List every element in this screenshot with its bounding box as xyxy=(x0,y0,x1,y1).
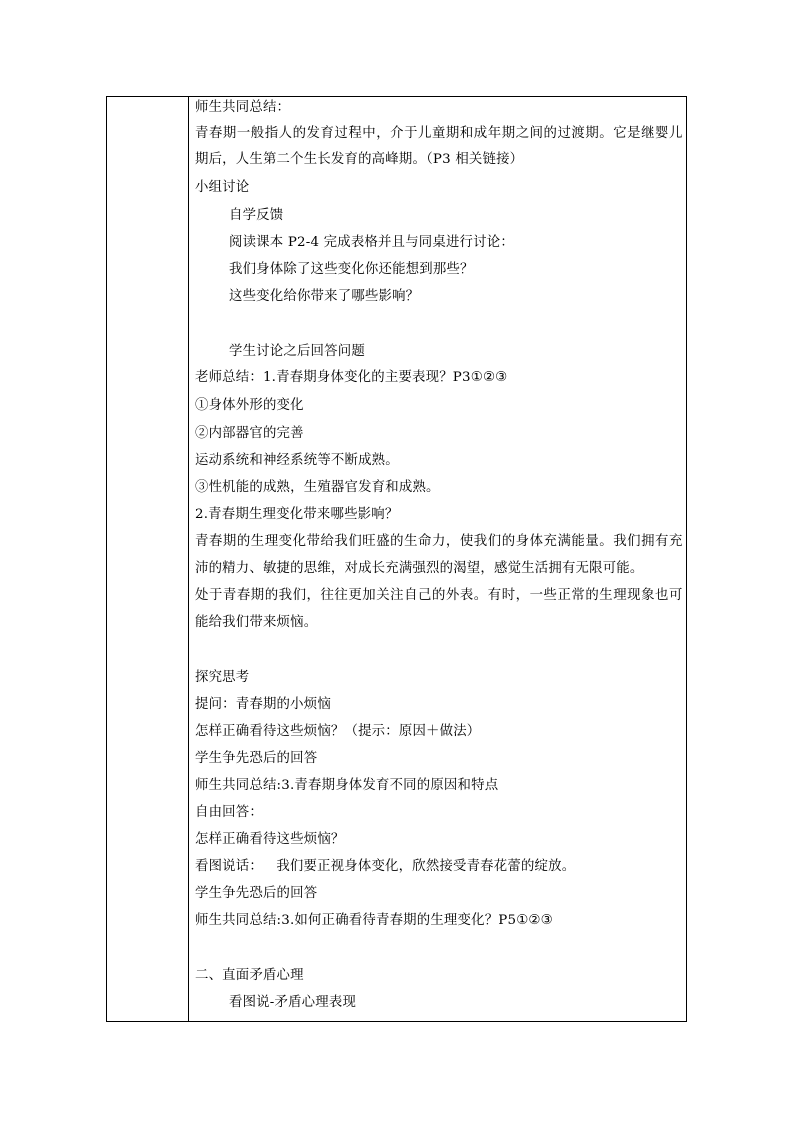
content-cell xyxy=(189,97,686,1021)
text-line: 提问：青春期的小烦恼 xyxy=(195,697,331,712)
text-line: 自由回答： xyxy=(195,805,263,820)
text-line: 小组讨论 xyxy=(195,180,250,195)
text-line: ①身体外形的变化 xyxy=(195,398,304,413)
text-line: 运动系统和神经系统等不断成熟。 xyxy=(195,453,399,468)
text-line: 我们身体除了这些变化你还能想到那些？ xyxy=(229,262,474,277)
text-line: 处于青春期的我们，往往更加关注自己的外表。有时，一些正常的生理现象也可 xyxy=(195,588,683,603)
text-line: 看图说话： 我们要正视身体变化，欣然接受青春花蕾的绽放。 xyxy=(195,859,576,874)
text-line: 沛的精力、敏捷的思维，对成长充满强烈的渴望，感觉生活拥有无限可能。 xyxy=(195,561,644,576)
text-line: 师生共同总结:3.如何正确看待青春期的生理变化？P5①②③ xyxy=(195,913,553,928)
text-line: 青春期一般指人的发育过程中，介于儿童期和成年期之间的过渡期。它是继婴儿 xyxy=(195,126,683,141)
text-line: 学生争先恐后的回答 xyxy=(195,751,318,766)
text-line: 怎样正确看待这些烦恼？ xyxy=(195,832,345,847)
text-line: 师生共同总结:3.青春期身体发育不同的原因和特点 xyxy=(195,778,499,793)
text-line: 看图说-矛盾心理表现 xyxy=(229,995,357,1010)
text-line: 2.青春期生理变化带来哪些影响？ xyxy=(195,507,399,522)
text-line: 老师总结：1.青春期身体变化的主要表现？P3①②③ xyxy=(195,370,508,385)
lesson-plan-table xyxy=(106,96,687,1022)
text-line: ②内部器官的完善 xyxy=(195,426,304,441)
text-line: 能给我们带来烦恼。 xyxy=(195,615,318,630)
text-line: 期后，人生第二个生长发育的高峰期。（P3 相关链接） xyxy=(195,152,524,167)
text-line: 青春期的生理变化带给我们旺盛的生命力，使我们的身体充满能量。我们拥有充 xyxy=(195,534,683,549)
text-line: 怎样正确看待这些烦恼？（提示：原因＋做法） xyxy=(195,724,481,739)
text-line: 师生共同总结： xyxy=(195,100,291,115)
text-line: 自学反馈 xyxy=(229,208,284,223)
text-line: ③性机能的成熟，生殖器官发育和成熟。 xyxy=(195,480,440,495)
text-line: 学生讨论之后回答问题 xyxy=(229,344,365,359)
left-column-cell xyxy=(107,97,189,1021)
text-line: 这些变化给你带来了哪些影响？ xyxy=(229,289,420,304)
text-line: 学生争先恐后的回答 xyxy=(195,886,318,901)
text-line: 阅读课本 P2-4 完成表格并且与同桌进行讨论： xyxy=(229,235,514,250)
text-line: 探究思考 xyxy=(195,670,250,685)
section-heading: 二、直面矛盾心理 xyxy=(195,968,304,983)
